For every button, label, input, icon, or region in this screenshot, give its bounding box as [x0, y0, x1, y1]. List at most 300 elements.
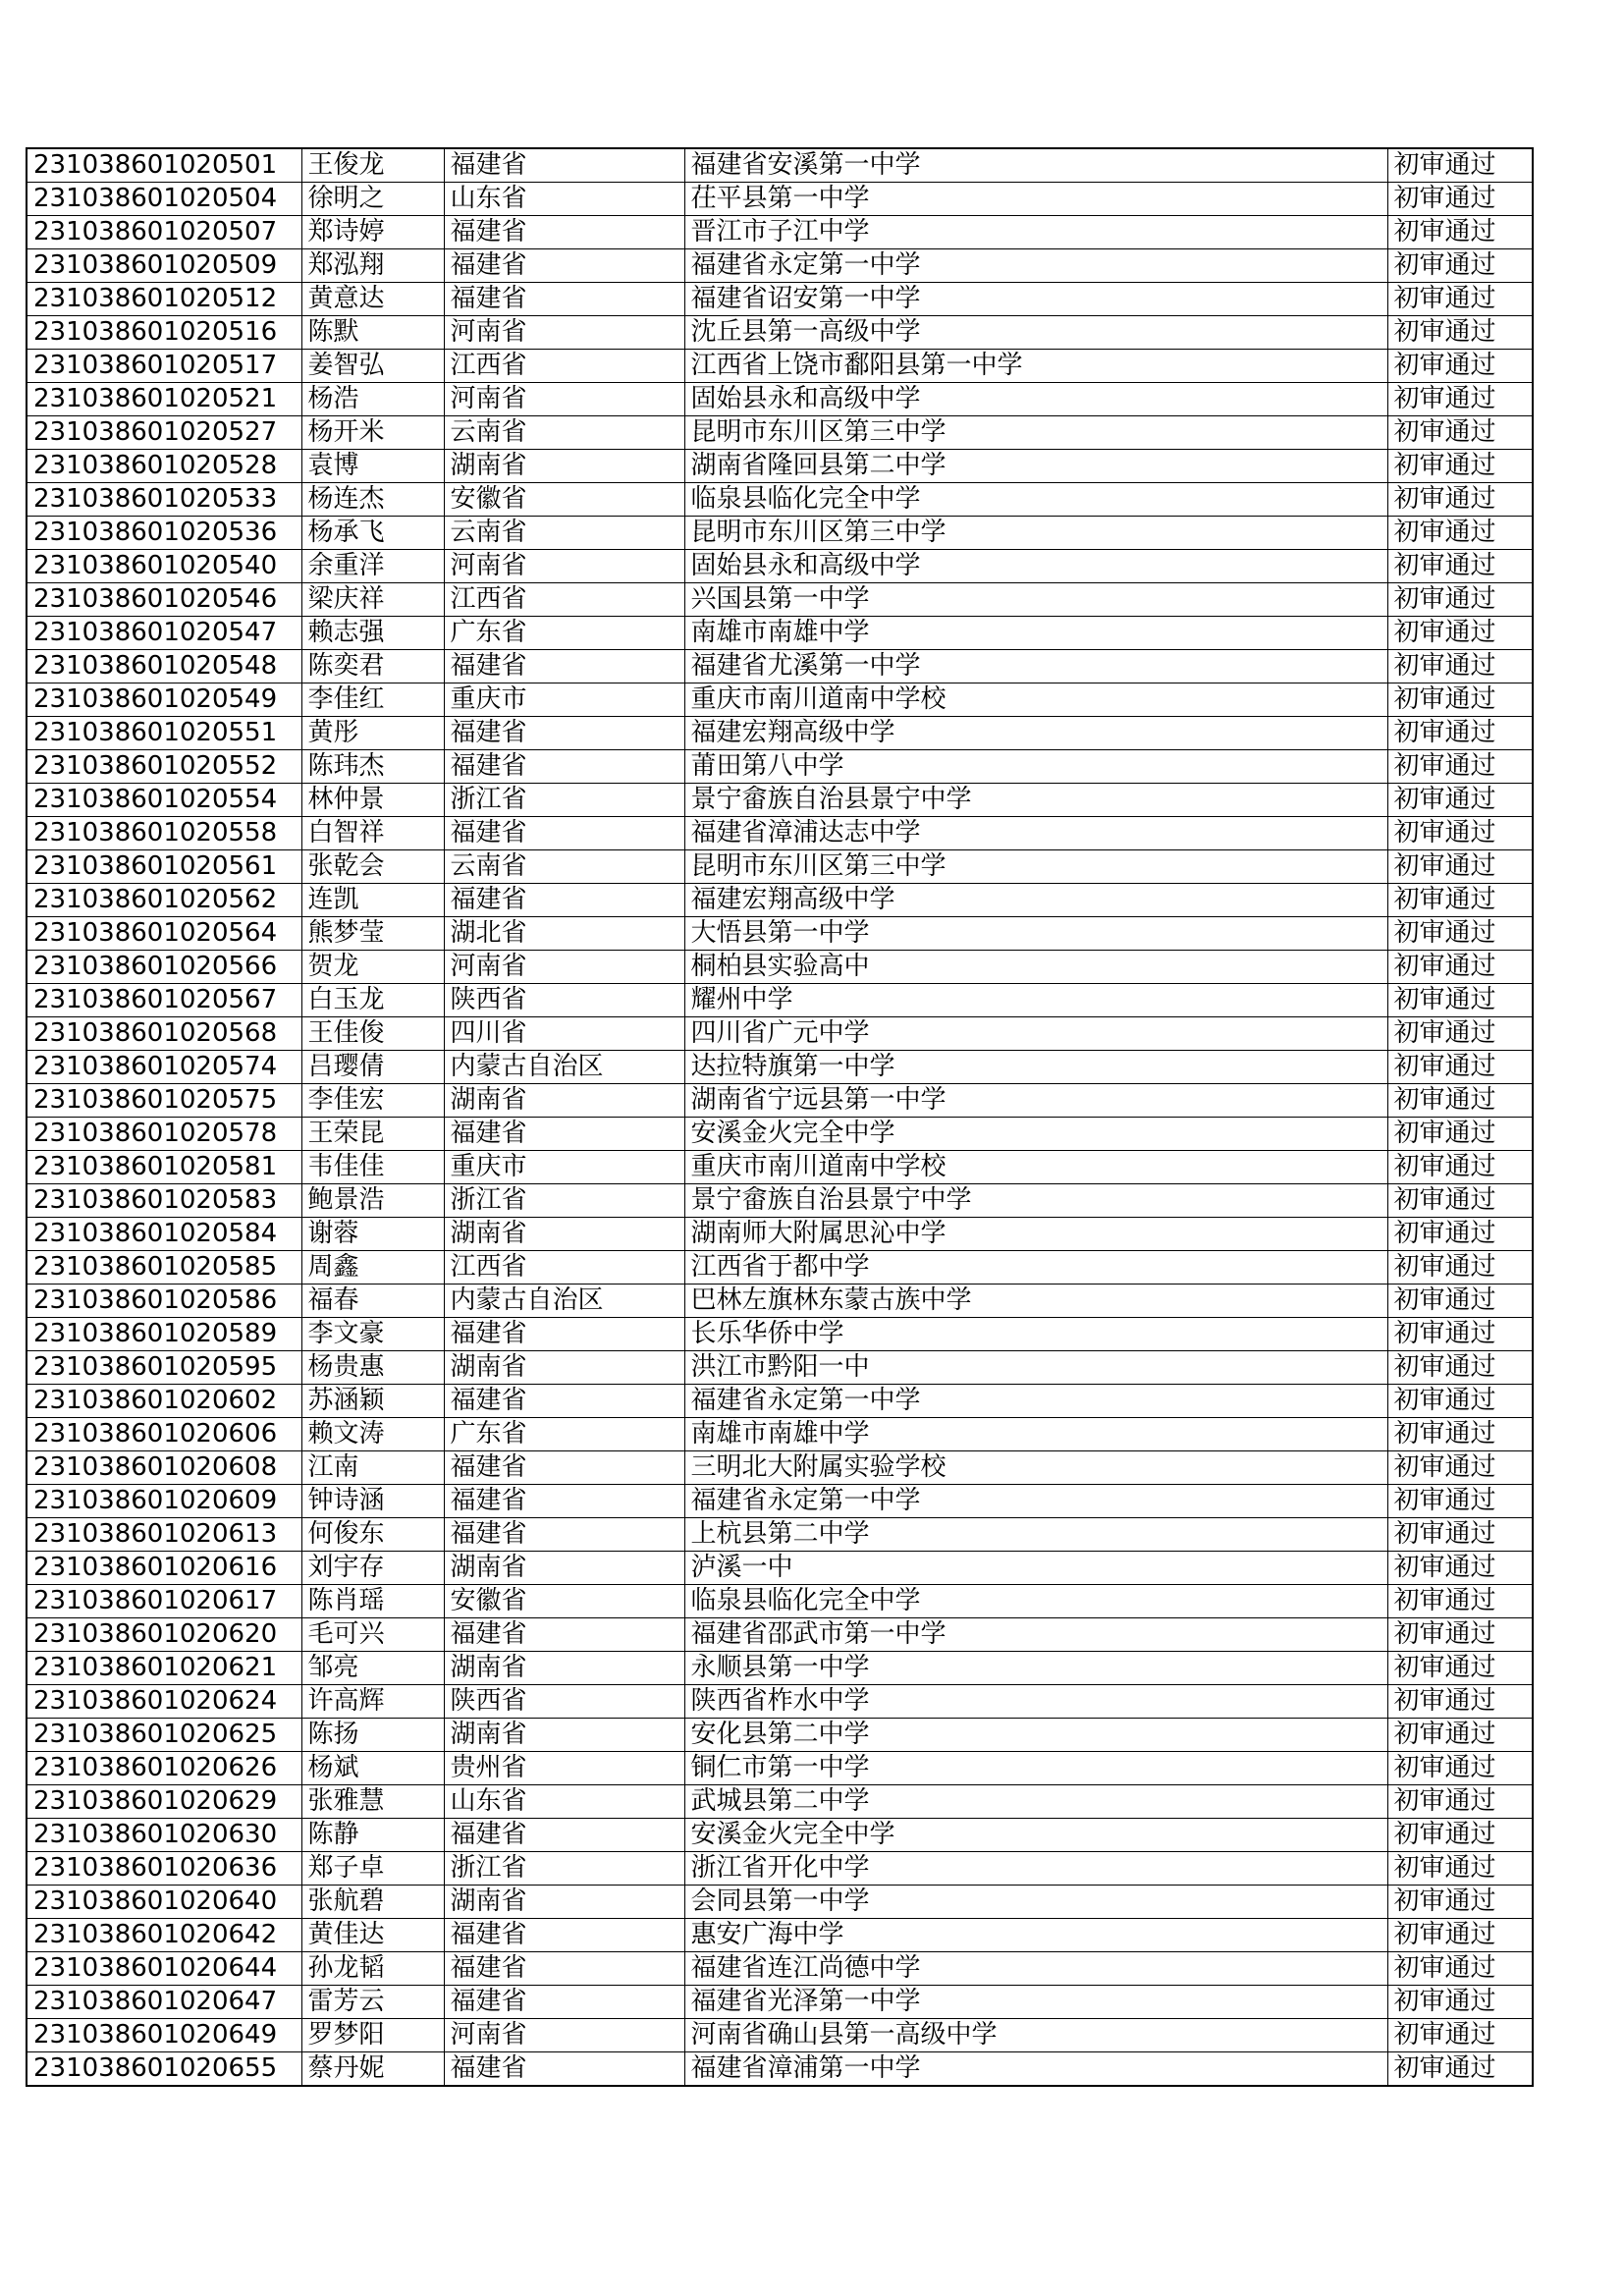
table-row [27, 1318, 1533, 1351]
province-cell: 湖南省 [444, 1084, 684, 1118]
review-status-cell: 初审通过 [1387, 1652, 1533, 1685]
school-cell: 桐柏县实验高中 [684, 951, 1387, 984]
province-cell: 福建省 [444, 1385, 684, 1418]
applicant-id-cell: 231038601020581 [27, 1151, 301, 1184]
province-cell: 福建省 [444, 148, 684, 183]
province-cell: 广东省 [444, 617, 684, 650]
province-cell: 湖南省 [444, 1218, 684, 1251]
school-cell: 武城县第二中学 [684, 1785, 1387, 1819]
table-row [27, 517, 1533, 550]
school-cell: 福建省连江尚德中学 [684, 1952, 1387, 1986]
applicant-name-cell: 张乾会 [301, 850, 444, 884]
applicant-id-cell: 231038601020616 [27, 1552, 301, 1585]
school-cell: 湖南省隆回县第二中学 [684, 450, 1387, 483]
province-cell: 云南省 [444, 416, 684, 450]
table-row [27, 884, 1533, 917]
applicant-id-cell: 231038601020549 [27, 683, 301, 717]
applicant-name-cell: 熊梦莹 [301, 917, 444, 951]
province-cell: 福建省 [444, 249, 684, 283]
applicant-name-cell: 贺龙 [301, 951, 444, 984]
review-status-cell: 初审通过 [1387, 450, 1533, 483]
applicant-name-cell: 梁庆祥 [301, 583, 444, 617]
review-status-cell: 初审通过 [1387, 750, 1533, 784]
applicant-id-cell: 231038601020620 [27, 1618, 301, 1652]
school-cell: 河南省确山县第一高级中学 [684, 2019, 1387, 2052]
applicant-name-cell: 许高辉 [301, 1685, 444, 1719]
school-cell: 达拉特旗第一中学 [684, 1051, 1387, 1084]
review-status-cell: 初审通过 [1387, 583, 1533, 617]
applicant-id-cell: 231038601020589 [27, 1318, 301, 1351]
applicant-id-cell: 231038601020551 [27, 717, 301, 750]
applicant-id-cell: 231038601020617 [27, 1585, 301, 1618]
applicant-name-cell: 蔡丹妮 [301, 2052, 444, 2087]
table-row [27, 984, 1533, 1017]
province-cell: 江西省 [444, 583, 684, 617]
applicant-id-cell: 231038601020567 [27, 984, 301, 1017]
review-status-cell: 初审通过 [1387, 717, 1533, 750]
applicant-name-cell: 张航碧 [301, 1886, 444, 1919]
applicant-name-cell: 余重洋 [301, 550, 444, 583]
review-status-cell: 初审通过 [1387, 1218, 1533, 1251]
applicant-name-cell: 苏涵颖 [301, 1385, 444, 1418]
province-cell: 浙江省 [444, 784, 684, 817]
applicant-name-cell: 韦佳佳 [301, 1151, 444, 1184]
review-status-cell: 初审通过 [1387, 1919, 1533, 1952]
table-row [27, 784, 1533, 817]
table-row [27, 183, 1533, 216]
province-cell: 内蒙古自治区 [444, 1051, 684, 1084]
province-cell: 重庆市 [444, 1151, 684, 1184]
review-status-cell: 初审通过 [1387, 1952, 1533, 1986]
applicant-id-cell: 231038601020595 [27, 1351, 301, 1385]
table-row [27, 1151, 1533, 1184]
province-cell: 湖南省 [444, 1719, 684, 1752]
province-cell: 福建省 [444, 817, 684, 850]
table-row [27, 1218, 1533, 1251]
province-cell: 福建省 [444, 1485, 684, 1518]
review-status-cell: 初审通过 [1387, 1785, 1533, 1819]
applicant-id-cell: 231038601020621 [27, 1652, 301, 1685]
school-cell: 安溪金火完全中学 [684, 1819, 1387, 1852]
table-row [27, 249, 1533, 283]
province-cell: 河南省 [444, 2019, 684, 2052]
table-row [27, 1819, 1533, 1852]
school-cell: 永顺县第一中学 [684, 1652, 1387, 1685]
school-cell: 重庆市南川道南中学校 [684, 683, 1387, 717]
table-row [27, 1017, 1533, 1051]
table-row [27, 1251, 1533, 1285]
table-row [27, 951, 1533, 984]
province-cell: 江西省 [444, 350, 684, 383]
table-row [27, 850, 1533, 884]
province-cell: 陕西省 [444, 1685, 684, 1719]
school-cell: 昆明市东川区第三中学 [684, 517, 1387, 550]
applicant-table [26, 147, 1534, 2087]
applicant-name-cell: 杨开米 [301, 416, 444, 450]
school-cell: 沈丘县第一高级中学 [684, 316, 1387, 350]
school-cell: 重庆市南川道南中学校 [684, 1151, 1387, 1184]
applicant-name-cell: 何俊东 [301, 1518, 444, 1552]
review-status-cell: 初审通过 [1387, 1385, 1533, 1418]
applicant-name-cell: 郑子卓 [301, 1852, 444, 1886]
school-cell: 景宁畲族自治县景宁中学 [684, 1184, 1387, 1218]
applicant-id-cell: 231038601020512 [27, 283, 301, 316]
province-cell: 湖南省 [444, 450, 684, 483]
school-cell: 四川省广元中学 [684, 1017, 1387, 1051]
applicant-id-cell: 231038601020561 [27, 850, 301, 884]
school-cell: 安化县第二中学 [684, 1719, 1387, 1752]
review-status-cell: 初审通过 [1387, 283, 1533, 316]
review-status-cell: 初审通过 [1387, 1719, 1533, 1752]
applicant-id-cell: 231038601020536 [27, 517, 301, 550]
school-cell: 福建宏翔高级中学 [684, 884, 1387, 917]
table-row [27, 917, 1533, 951]
applicant-name-cell: 杨浩 [301, 383, 444, 416]
applicant-id-cell: 231038601020547 [27, 617, 301, 650]
school-cell: 江西省于都中学 [684, 1251, 1387, 1285]
school-cell: 巴林左旗林东蒙古族中学 [684, 1285, 1387, 1318]
applicant-id-cell: 231038601020649 [27, 2019, 301, 2052]
school-cell: 固始县永和高级中学 [684, 383, 1387, 416]
applicant-id-cell: 231038601020501 [27, 148, 301, 183]
review-status-cell: 初审通过 [1387, 1251, 1533, 1285]
review-status-cell: 初审通过 [1387, 984, 1533, 1017]
review-status-cell: 初审通过 [1387, 483, 1533, 517]
province-cell: 福建省 [444, 1986, 684, 2019]
applicant-id-cell: 231038601020575 [27, 1084, 301, 1118]
school-cell: 陕西省柞水中学 [684, 1685, 1387, 1719]
review-status-cell: 初审通过 [1387, 1552, 1533, 1585]
school-cell: 铜仁市第一中学 [684, 1752, 1387, 1785]
applicant-name-cell: 王荣昆 [301, 1118, 444, 1151]
school-cell: 晋江市子江中学 [684, 216, 1387, 249]
applicant-id-cell: 231038601020629 [27, 1785, 301, 1819]
province-cell: 山东省 [444, 1785, 684, 1819]
applicant-id-cell: 231038601020644 [27, 1952, 301, 1986]
table-row [27, 216, 1533, 249]
table-row [27, 283, 1533, 316]
table-row [27, 717, 1533, 750]
table-row [27, 1285, 1533, 1318]
school-cell: 南雄市南雄中学 [684, 1418, 1387, 1451]
applicant-id-cell: 231038601020626 [27, 1752, 301, 1785]
table-row [27, 750, 1533, 784]
applicant-id-cell: 231038601020636 [27, 1852, 301, 1886]
applicant-id-cell: 231038601020517 [27, 350, 301, 383]
applicant-id-cell: 231038601020608 [27, 1451, 301, 1485]
review-status-cell: 初审通过 [1387, 1151, 1533, 1184]
table-row [27, 1886, 1533, 1919]
province-cell: 福建省 [444, 2052, 684, 2087]
table-row [27, 1118, 1533, 1151]
applicant-id-cell: 231038601020546 [27, 583, 301, 617]
review-status-cell: 初审通过 [1387, 650, 1533, 683]
review-status-cell: 初审通过 [1387, 1118, 1533, 1151]
applicant-id-cell: 231038601020574 [27, 1051, 301, 1084]
applicant-name-cell: 毛可兴 [301, 1618, 444, 1652]
table-row [27, 1986, 1533, 2019]
province-cell: 福建省 [444, 1318, 684, 1351]
review-status-cell: 初审通过 [1387, 1017, 1533, 1051]
applicant-id-cell: 231038601020578 [27, 1118, 301, 1151]
province-cell: 河南省 [444, 316, 684, 350]
review-status-cell: 初审通过 [1387, 1418, 1533, 1451]
school-cell: 上杭县第二中学 [684, 1518, 1387, 1552]
applicant-name-cell: 赖志强 [301, 617, 444, 650]
applicant-name-cell: 郑泓翔 [301, 249, 444, 283]
review-status-cell: 初审通过 [1387, 1886, 1533, 1919]
applicant-name-cell: 赖文涛 [301, 1418, 444, 1451]
review-status-cell: 初审通过 [1387, 1184, 1533, 1218]
province-cell: 四川省 [444, 1017, 684, 1051]
review-status-cell: 初审通过 [1387, 183, 1533, 216]
applicant-id-cell: 231038601020655 [27, 2052, 301, 2087]
province-cell: 山东省 [444, 183, 684, 216]
applicant-name-cell: 罗梦阳 [301, 2019, 444, 2052]
school-cell: 福建省漳浦第一中学 [684, 2052, 1387, 2087]
applicant-name-cell: 雷芳云 [301, 1986, 444, 2019]
table-row [27, 1685, 1533, 1719]
review-status-cell: 初审通过 [1387, 517, 1533, 550]
table-row [27, 148, 1533, 183]
applicant-name-cell: 袁博 [301, 450, 444, 483]
school-cell: 耀州中学 [684, 984, 1387, 1017]
applicant-name-cell: 白玉龙 [301, 984, 444, 1017]
table-row [27, 416, 1533, 450]
table-row [27, 1385, 1533, 1418]
applicant-id-cell: 231038601020609 [27, 1485, 301, 1518]
applicant-name-cell: 吕璎倩 [301, 1051, 444, 1084]
applicant-id-cell: 231038601020521 [27, 383, 301, 416]
table-row [27, 817, 1533, 850]
school-cell: 茌平县第一中学 [684, 183, 1387, 216]
applicant-id-cell: 231038601020504 [27, 183, 301, 216]
table-row [27, 350, 1533, 383]
table-row [27, 1084, 1533, 1118]
review-status-cell: 初审通过 [1387, 1618, 1533, 1652]
applicant-name-cell: 钟诗涵 [301, 1485, 444, 1518]
table-row [27, 1852, 1533, 1886]
school-cell: 湖南省宁远县第一中学 [684, 1084, 1387, 1118]
review-status-cell: 初审通过 [1387, 1485, 1533, 1518]
applicant-name-cell: 徐明之 [301, 183, 444, 216]
review-status-cell: 初审通过 [1387, 316, 1533, 350]
applicant-name-cell: 陈奕君 [301, 650, 444, 683]
review-status-cell: 初审通过 [1387, 1986, 1533, 2019]
table-row [27, 1719, 1533, 1752]
province-cell: 福建省 [444, 884, 684, 917]
applicant-id-cell: 231038601020552 [27, 750, 301, 784]
review-status-cell: 初审通过 [1387, 148, 1533, 183]
province-cell: 重庆市 [444, 683, 684, 717]
province-cell: 福建省 [444, 750, 684, 784]
school-cell: 兴国县第一中学 [684, 583, 1387, 617]
applicant-id-cell: 231038601020554 [27, 784, 301, 817]
school-cell: 湖南师大附属思沁中学 [684, 1218, 1387, 1251]
applicant-name-cell: 李佳宏 [301, 1084, 444, 1118]
applicant-id-cell: 231038601020527 [27, 416, 301, 450]
school-cell: 三明北大附属实验学校 [684, 1451, 1387, 1485]
applicant-id-cell: 231038601020509 [27, 249, 301, 283]
review-status-cell: 初审通过 [1387, 817, 1533, 850]
table-row [27, 1919, 1533, 1952]
school-cell: 福建省安溪第一中学 [684, 148, 1387, 183]
table-row [27, 1351, 1533, 1385]
province-cell: 河南省 [444, 951, 684, 984]
school-cell: 福建省漳浦达志中学 [684, 817, 1387, 850]
applicant-id-cell: 231038601020562 [27, 884, 301, 917]
applicant-id-cell: 231038601020586 [27, 1285, 301, 1318]
school-cell: 浙江省开化中学 [684, 1852, 1387, 1886]
province-cell: 安徽省 [444, 1585, 684, 1618]
review-status-cell: 初审通过 [1387, 383, 1533, 416]
province-cell: 云南省 [444, 517, 684, 550]
school-cell: 南雄市南雄中学 [684, 617, 1387, 650]
province-cell: 福建省 [444, 650, 684, 683]
province-cell: 福建省 [444, 1919, 684, 1952]
table-row [27, 1051, 1533, 1084]
province-cell: 福建省 [444, 216, 684, 249]
school-cell: 大悟县第一中学 [684, 917, 1387, 951]
school-cell: 固始县永和高级中学 [684, 550, 1387, 583]
applicant-name-cell: 王佳俊 [301, 1017, 444, 1051]
applicant-name-cell: 黄彤 [301, 717, 444, 750]
applicant-name-cell: 陈肖瑶 [301, 1585, 444, 1618]
table-row [27, 583, 1533, 617]
province-cell: 河南省 [444, 383, 684, 416]
school-cell: 福建省永定第一中学 [684, 249, 1387, 283]
applicant-id-cell: 231038601020528 [27, 450, 301, 483]
province-cell: 福建省 [444, 283, 684, 316]
school-cell: 莆田第八中学 [684, 750, 1387, 784]
province-cell: 福建省 [444, 1518, 684, 1552]
table-row [27, 1485, 1533, 1518]
province-cell: 福建省 [444, 717, 684, 750]
province-cell: 福建省 [444, 1618, 684, 1652]
table-row [27, 1752, 1533, 1785]
province-cell: 贵州省 [444, 1752, 684, 1785]
applicant-id-cell: 231038601020566 [27, 951, 301, 984]
review-status-cell: 初审通过 [1387, 1819, 1533, 1852]
applicant-id-cell: 231038601020602 [27, 1385, 301, 1418]
review-status-cell: 初审通过 [1387, 1318, 1533, 1351]
table-row [27, 1184, 1533, 1218]
review-status-cell: 初审通过 [1387, 1685, 1533, 1719]
applicant-id-cell: 231038601020533 [27, 483, 301, 517]
applicant-name-cell: 黄意达 [301, 283, 444, 316]
applicant-id-cell: 231038601020585 [27, 1251, 301, 1285]
school-cell: 长乐华侨中学 [684, 1318, 1387, 1351]
table-row [27, 1618, 1533, 1652]
applicant-id-cell: 231038601020606 [27, 1418, 301, 1451]
school-cell: 泸溪一中 [684, 1552, 1387, 1585]
applicant-id-cell: 231038601020548 [27, 650, 301, 683]
applicant-id-cell: 231038601020558 [27, 817, 301, 850]
table-row [27, 383, 1533, 416]
review-status-cell: 初审通过 [1387, 1752, 1533, 1785]
table-row [27, 1418, 1533, 1451]
province-cell: 福建省 [444, 1952, 684, 1986]
applicant-name-cell: 陈扬 [301, 1719, 444, 1752]
review-status-cell: 初审通过 [1387, 2019, 1533, 2052]
school-cell: 福建省尤溪第一中学 [684, 650, 1387, 683]
applicant-name-cell: 杨承飞 [301, 517, 444, 550]
table-row [27, 2052, 1533, 2087]
table-row [27, 1451, 1533, 1485]
school-cell: 会同县第一中学 [684, 1886, 1387, 1919]
applicant-name-cell: 福春 [301, 1285, 444, 1318]
applicant-id-cell: 231038601020516 [27, 316, 301, 350]
applicant-id-cell: 231038601020647 [27, 1986, 301, 2019]
applicant-id-cell: 231038601020507 [27, 216, 301, 249]
applicant-name-cell: 鲍景浩 [301, 1184, 444, 1218]
review-status-cell: 初审通过 [1387, 1518, 1533, 1552]
review-status-cell: 初审通过 [1387, 951, 1533, 984]
applicant-name-cell: 杨连杰 [301, 483, 444, 517]
applicant-id-cell: 231038601020642 [27, 1919, 301, 1952]
table-row [27, 683, 1533, 717]
school-cell: 临泉县临化完全中学 [684, 483, 1387, 517]
school-cell: 安溪金火完全中学 [684, 1118, 1387, 1151]
province-cell: 福建省 [444, 1451, 684, 1485]
applicant-id-cell: 231038601020540 [27, 550, 301, 583]
province-cell: 湖南省 [444, 1886, 684, 1919]
applicant-name-cell: 孙龙韬 [301, 1952, 444, 1986]
applicant-name-cell: 白智祥 [301, 817, 444, 850]
applicant-id-cell: 231038601020625 [27, 1719, 301, 1752]
review-status-cell: 初审通过 [1387, 784, 1533, 817]
review-status-cell: 初审通过 [1387, 1051, 1533, 1084]
applicant-id-cell: 231038601020613 [27, 1518, 301, 1552]
review-status-cell: 初审通过 [1387, 1585, 1533, 1618]
school-cell: 景宁畲族自治县景宁中学 [684, 784, 1387, 817]
applicant-name-cell: 郑诗婷 [301, 216, 444, 249]
school-cell: 洪江市黔阳一中 [684, 1351, 1387, 1385]
province-cell: 陕西省 [444, 984, 684, 1017]
applicant-name-cell: 刘宇存 [301, 1552, 444, 1585]
school-cell: 福建省诏安第一中学 [684, 283, 1387, 316]
table-row [27, 1952, 1533, 1986]
applicant-table-body [27, 148, 1533, 2086]
applicant-name-cell: 邹亮 [301, 1652, 444, 1685]
table-row [27, 450, 1533, 483]
school-cell: 福建省光泽第一中学 [684, 1986, 1387, 2019]
review-status-cell: 初审通过 [1387, 683, 1533, 717]
school-cell: 临泉县临化完全中学 [684, 1585, 1387, 1618]
applicant-id-cell: 231038601020624 [27, 1685, 301, 1719]
applicant-name-cell: 陈静 [301, 1819, 444, 1852]
province-cell: 浙江省 [444, 1852, 684, 1886]
applicant-id-cell: 231038601020630 [27, 1819, 301, 1852]
applicant-name-cell: 谢蓉 [301, 1218, 444, 1251]
province-cell: 湖北省 [444, 917, 684, 951]
school-cell: 昆明市东川区第三中学 [684, 416, 1387, 450]
school-cell: 惠安广海中学 [684, 1919, 1387, 1952]
province-cell: 广东省 [444, 1418, 684, 1451]
province-cell: 福建省 [444, 1118, 684, 1151]
applicant-id-cell: 231038601020568 [27, 1017, 301, 1051]
table-row [27, 650, 1533, 683]
province-cell: 福建省 [444, 1819, 684, 1852]
review-status-cell: 初审通过 [1387, 249, 1533, 283]
applicant-name-cell: 李文豪 [301, 1318, 444, 1351]
province-cell: 安徽省 [444, 483, 684, 517]
applicant-id-cell: 231038601020640 [27, 1886, 301, 1919]
table-row [27, 617, 1533, 650]
applicant-name-cell: 姜智弘 [301, 350, 444, 383]
review-status-cell: 初审通过 [1387, 216, 1533, 249]
table-row [27, 1518, 1533, 1552]
